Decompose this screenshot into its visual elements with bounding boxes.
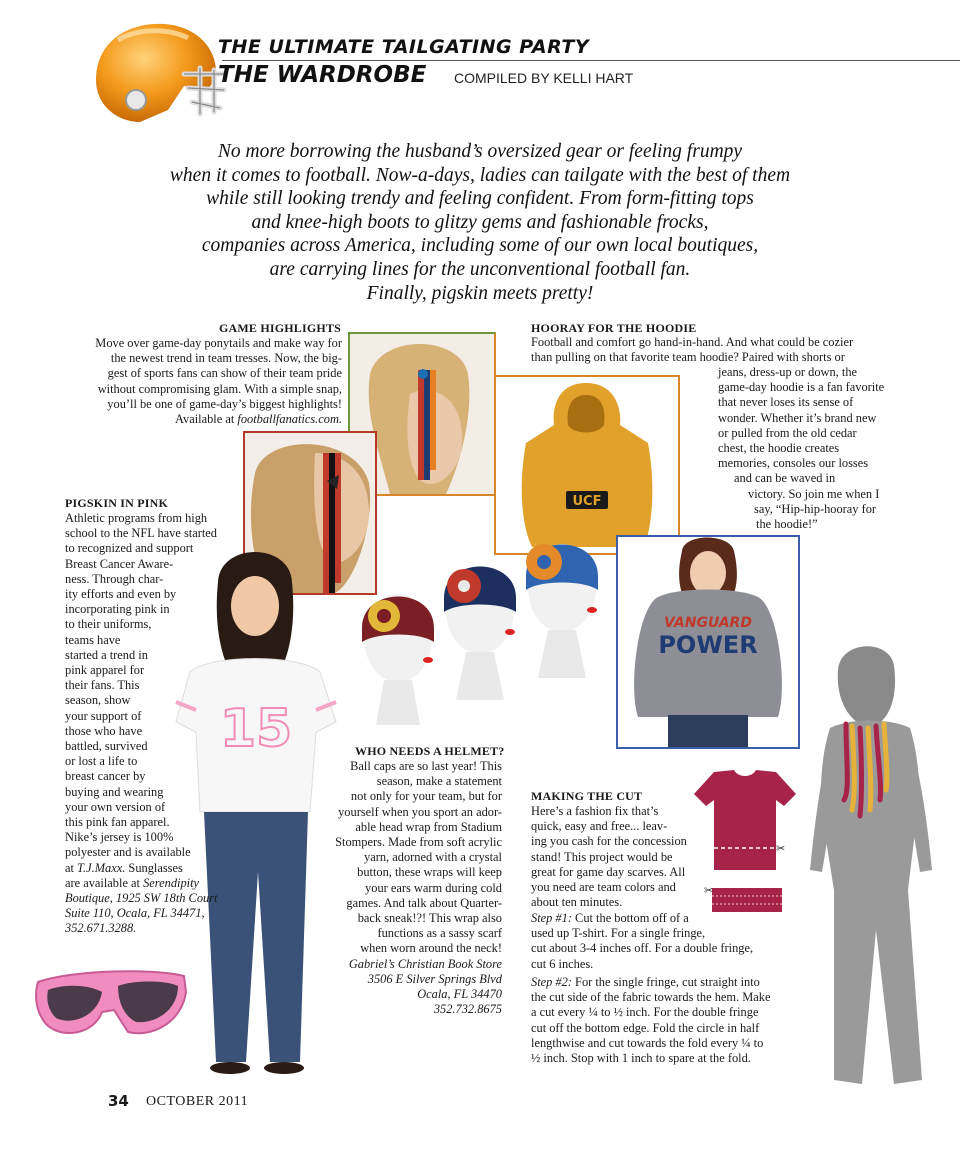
address-line: Boutique, 1925 SW 18th Court <box>65 891 218 906</box>
text-line: games. And talk about Quarter- <box>346 895 502 910</box>
power-text: POWER <box>658 631 758 659</box>
text-line: your support of <box>65 708 142 723</box>
store-name: Serendipity <box>143 875 200 890</box>
cut-heading: MAKING THE CUT <box>531 789 643 803</box>
text-line: wonder. Whether it’s brand new <box>718 410 877 425</box>
intro-line: No more borrowing the husband’s oversized gear or feeling frumpy <box>217 141 743 162</box>
text-line: stand! This project would be <box>531 849 673 864</box>
intro-line: while still looking trendy and feeling confident. From form-fitting tops <box>206 188 754 210</box>
text-line: ½ inch. Stop with 1 inch to spare at the fold. <box>531 1051 751 1066</box>
text-line: the hoodie!” <box>756 517 818 532</box>
text-line: Here’s a fashion fix that’s <box>531 804 659 818</box>
text-line: yourself when you sport an ador- <box>338 804 502 819</box>
text-line: those who have <box>65 723 143 738</box>
text-line: buying and wearing <box>65 784 164 799</box>
text-line: Ball caps are so last year! This <box>350 759 502 773</box>
text-line <box>65 906 265 921</box>
scissors-icon: ✂ <box>776 842 786 855</box>
hoodie-heading: HOORAY FOR THE HOODIE <box>531 321 697 335</box>
text-line: school to the NFL have started <box>65 526 217 541</box>
text-line: lengthwise and cut towards the fold every ¼ to <box>531 1035 764 1050</box>
text-line: or lost a life to <box>65 754 138 769</box>
cut-body <box>531 804 691 910</box>
text-line: polyester and is available <box>65 845 191 860</box>
mannequin-blue <box>526 544 598 678</box>
mannequin-maroon <box>362 594 434 725</box>
text-line: season, make a statement <box>376 774 502 789</box>
text-line: Move over game-day ponytails and make way for <box>95 336 342 350</box>
text-line: to recognized and support <box>65 541 194 556</box>
text-line <box>65 921 265 936</box>
text-fragment: For the single fringe, cut straight into <box>571 975 760 989</box>
store-name: Gabriel’s Christian Book Store <box>348 956 502 971</box>
text-line: cut about 3-4 inches off. For a double fringe, <box>531 941 754 956</box>
text-line: ity efforts and even by <box>65 587 177 602</box>
intro-line: are carrying lines for the unconventional football fan. <box>269 258 691 280</box>
avail-prefix: Available at <box>174 412 238 427</box>
step-label: Step #1: <box>531 911 572 925</box>
scissors-icon-2: ✂ <box>704 884 714 897</box>
text-line: battled, survived <box>65 739 148 754</box>
intro-line: Finally, pigskin meets pretty! <box>366 282 594 304</box>
text-line: jeans, dress-up or down, the <box>718 365 858 379</box>
text-line: Nike’s jersey is 100% <box>65 830 174 845</box>
text-line: breast cancer by <box>65 769 146 784</box>
text-fragment: are available at <box>65 875 144 890</box>
text-line: when worn around the neck! <box>360 941 502 956</box>
text-line <box>290 972 502 987</box>
intro-line: companies across America, including some of our own local boutiques, <box>201 235 759 257</box>
text-line <box>531 911 753 926</box>
text-fragment: at <box>65 860 78 875</box>
text-line: that never loses its sense of <box>718 395 854 410</box>
text-line: about ten minutes. <box>531 895 623 910</box>
text-line: started a trend in <box>65 647 148 662</box>
byline: COMPILED BY KELLI HART <box>454 70 634 86</box>
step-label: Step #2: <box>531 975 572 989</box>
text-line: this pink fan apparel. <box>65 815 170 830</box>
text-line <box>531 975 770 990</box>
pink-sunglasses-photo <box>32 962 192 1044</box>
address-line: 3506 E Silver Springs Blvd <box>367 971 502 986</box>
game-highlights-body <box>30 336 342 427</box>
text-line: not only for your team, but for <box>350 789 502 804</box>
text-line: back sneak!?! This wrap also <box>357 911 502 926</box>
cut-step1 <box>531 911 753 972</box>
text-line: able head wrap from Stadium <box>355 819 502 834</box>
hoodie-body-wide <box>531 335 853 365</box>
text-line: without compromising glam. With a simple snap, <box>97 381 342 396</box>
text-line: chest, the hoodie creates <box>718 441 840 456</box>
text-line: your ears warm during cold <box>365 880 502 895</box>
text-line: and can be waved in <box>734 471 836 486</box>
text-line: quick, easy and free... leav- <box>531 819 668 834</box>
header-rule <box>222 60 960 61</box>
tshirt-cut-diagram <box>690 766 800 922</box>
text-line: the cut side of the fabric towards the hem. Make <box>531 990 771 1005</box>
text-line <box>65 891 265 906</box>
pigskin-body <box>65 511 265 937</box>
football-helmet-logo <box>88 18 228 128</box>
text-line: button, these wraps will keep <box>357 865 502 880</box>
text-line <box>65 876 265 891</box>
text-line: than pulling on that favorite team hoodie? Paired with shorts or <box>531 350 845 365</box>
text-line <box>30 412 342 427</box>
issue-date: OCTOBER 2011 <box>146 1094 249 1109</box>
text-line: or pulled from the old cedar <box>718 425 857 440</box>
text-line: Breast Cancer Aware- <box>65 556 174 571</box>
pigskin-heading: PIGSKIN IN PINK <box>65 496 169 510</box>
intro-paragraph <box>110 140 850 305</box>
intro-line: when it comes to football. Now-a-days, ladies can tailgate with the best of them <box>169 164 791 186</box>
vanguard-hoodie-photo <box>616 535 800 749</box>
phone-number: 352.732.8675 <box>433 1002 502 1017</box>
scarf-silhouette-photo <box>790 640 960 1100</box>
text-line: you need are team colors and <box>531 880 676 895</box>
text-line: game-day hoodie is a fan favorite <box>718 380 885 395</box>
text-line: great for game day scarves. All <box>531 864 686 879</box>
text-line <box>290 987 502 1002</box>
text-fragment: Cut the bottom off of a <box>571 911 689 925</box>
ucf-text: UCF <box>572 494 602 509</box>
head-wraps-photo <box>340 520 610 730</box>
address-line: Ocala, FL 34470 <box>417 987 502 1002</box>
cut-step2 <box>531 975 770 1066</box>
text-line: you’ll be one of game-day’s biggest highlights! <box>107 396 342 411</box>
game-highlights-heading: GAME HIGHLIGHTS <box>219 321 342 335</box>
text-line <box>290 957 502 972</box>
text-line: yarn, adorned with a crystal <box>364 850 502 865</box>
text-line: Football and comfort go hand-in-hand. And what could be cozier <box>531 335 854 349</box>
address-line: 352.671.3288. <box>65 921 137 936</box>
text-line: season, show <box>65 693 131 708</box>
text-line: pink apparel for <box>65 663 145 678</box>
header-title: THE ULTIMATE TAILGATING PARTY <box>218 36 590 58</box>
text-line: victory. So join me when I <box>748 486 880 501</box>
store-name: T.J.Maxx. <box>77 860 126 875</box>
helmet-body <box>290 759 502 1017</box>
text-line: to their uniforms, <box>65 617 152 632</box>
intro-line: and knee-high boots to glitzy gems and fashionable frocks, <box>251 211 709 233</box>
vanguard-hoodie-illustration <box>618 537 798 747</box>
text-line: gest of sports fans can show of their team pride <box>107 366 342 381</box>
mannequin-navy <box>444 566 516 700</box>
jersey-number: 15 <box>219 699 293 759</box>
helmet-heading: WHO NEEDS A HELMET? <box>355 744 505 758</box>
text-line: ness. Through char- <box>65 571 164 586</box>
text-fragment: Sunglasses <box>125 860 183 875</box>
vanguard-text: VANGUARD <box>664 615 752 631</box>
text-line: cut off the bottom edge. Fold the circle in half <box>531 1020 760 1035</box>
text-line <box>290 1002 502 1017</box>
text-line: your own version of <box>65 799 166 814</box>
text-line <box>65 861 265 876</box>
page-number: 34 <box>108 1092 129 1110</box>
text-line: memories, consoles our losses <box>718 456 869 471</box>
text-line: say, “Hip-hip-hooray for <box>754 501 877 516</box>
text-line: cut 6 inches. <box>531 956 594 971</box>
address-line: Suite 110, Ocala, FL 34471, <box>65 906 205 921</box>
text-line: teams have <box>65 632 121 647</box>
section-title: THE WARDROBE <box>218 62 427 88</box>
text-line: used up T-shirt. For a single fringe, <box>531 926 706 941</box>
text-line: their fans. This <box>65 678 140 693</box>
text-line: Stompers. Made from soft acrylic <box>335 835 502 850</box>
text-line: Athletic programs from high <box>65 511 208 525</box>
website-link: footballfanatics.com. <box>237 412 342 427</box>
text-line: functions as a sassy scarf <box>377 926 502 941</box>
text-line: the newest trend in team tresses. Now, the big- <box>110 351 342 366</box>
hoodie-body-narrow <box>718 365 918 532</box>
text-line: ing you cash for the concession <box>531 834 687 849</box>
text-line: incorporating pink in <box>65 602 170 617</box>
text-line: a cut every ¼ to ½ inch. For the double fringe <box>531 1005 759 1020</box>
